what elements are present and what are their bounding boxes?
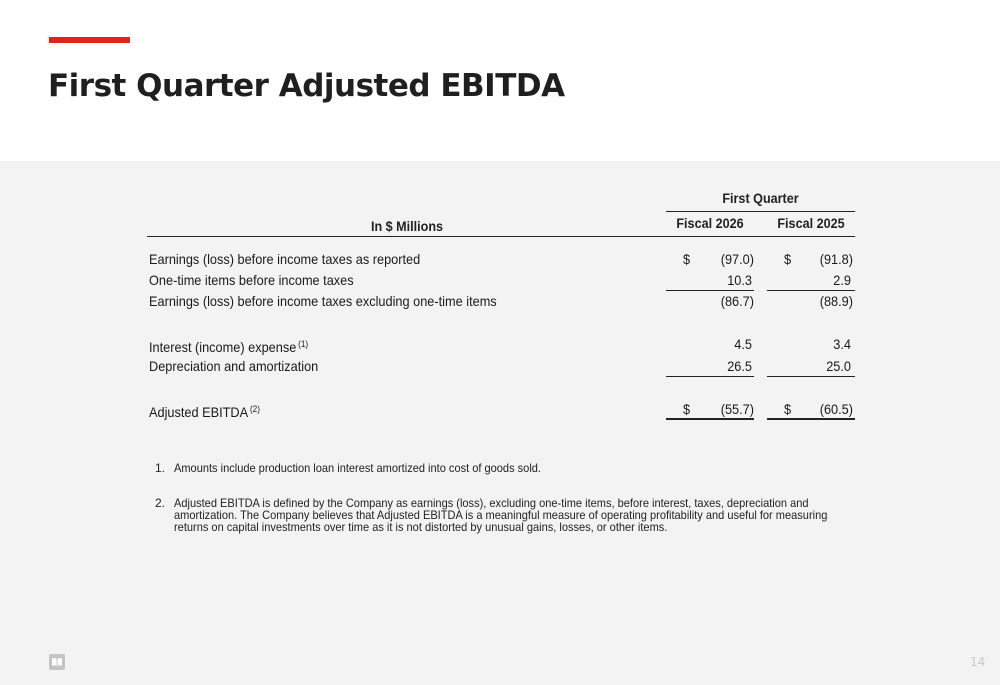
- footnote-number: 1.: [155, 461, 166, 475]
- value-fiscal-2025: (91.8): [819, 251, 853, 267]
- footnote-ref: (1): [298, 339, 309, 349]
- value-fiscal-2026: 10.3: [727, 272, 752, 288]
- row-label: Earnings (loss) before income taxes excluding one-time items: [149, 293, 497, 309]
- table-row: [149, 356, 869, 376]
- content-panel: [0, 161, 1000, 685]
- group-header-underline: [666, 211, 855, 212]
- dollar-sign: $: [683, 251, 691, 267]
- title-accent-bar: [49, 37, 130, 43]
- footnote-number: 2.: [155, 496, 166, 510]
- table-row: [149, 249, 869, 269]
- value-fiscal-2025: 25.0: [826, 358, 851, 374]
- subtotal-rule: [666, 376, 754, 377]
- total-rule: [666, 418, 754, 420]
- row-label: Depreciation and amortization: [149, 358, 319, 374]
- table-row: [149, 334, 869, 354]
- subtotal-rule: [767, 376, 855, 377]
- footnote-text: Amounts include production loan interest amortized into cost of goods sold.: [174, 461, 541, 475]
- row-label: Interest (income) expense $^{(1)}$: [149, 339, 309, 355]
- slide-title: First Quarter Adjusted EBITDA: [48, 68, 565, 104]
- table-label-header: In $ Millions: [370, 218, 444, 234]
- table-row: [149, 291, 869, 311]
- value-fiscal-2026: (55.7): [720, 401, 754, 417]
- row-label: Earnings (loss) before income taxes as reported: [149, 251, 421, 267]
- value-fiscal-2026: (86.7): [720, 293, 754, 309]
- column-header-fiscal-2026: Fiscal 2026: [676, 215, 744, 231]
- footnote-ref: (2): [249, 404, 260, 414]
- table-header-rule: [147, 236, 855, 237]
- value-fiscal-2026: 4.5: [734, 336, 752, 352]
- value-fiscal-2026: 26.5: [727, 358, 752, 374]
- row-label: One-time items before income taxes: [149, 272, 354, 288]
- book-icon: [49, 654, 65, 670]
- value-fiscal-2025: (88.9): [819, 293, 853, 309]
- value-fiscal-2025: 2.9: [833, 272, 851, 288]
- footnote-text: Adjusted EBITDA is defined by the Company as earnings (loss), excluding one-time items, before interest, taxes, depreciation and amortization. The Company believes that Adjusted EBITDA is a meaningful measure of operating profitability and useful for measuring returns on capital investments over time as it is not distorted by unusual gains, losses, or other items.: [174, 496, 828, 534]
- dollar-sign: $: [683, 401, 691, 417]
- total-rule: [767, 418, 855, 420]
- table-row: [149, 270, 869, 290]
- dollar-sign: $: [784, 401, 792, 417]
- page-number: 14: [970, 655, 986, 669]
- value-fiscal-2025: (60.5): [819, 401, 853, 417]
- column-header-fiscal-2025: Fiscal 2025: [777, 215, 845, 231]
- table-group-header: First Quarter: [722, 190, 799, 206]
- dollar-sign: $: [784, 251, 792, 267]
- value-fiscal-2026: (97.0): [720, 251, 754, 267]
- table-row: [149, 399, 869, 419]
- value-fiscal-2025: 3.4: [833, 336, 851, 352]
- row-label: Adjusted EBITDA $^{(2)}$: [149, 404, 260, 420]
